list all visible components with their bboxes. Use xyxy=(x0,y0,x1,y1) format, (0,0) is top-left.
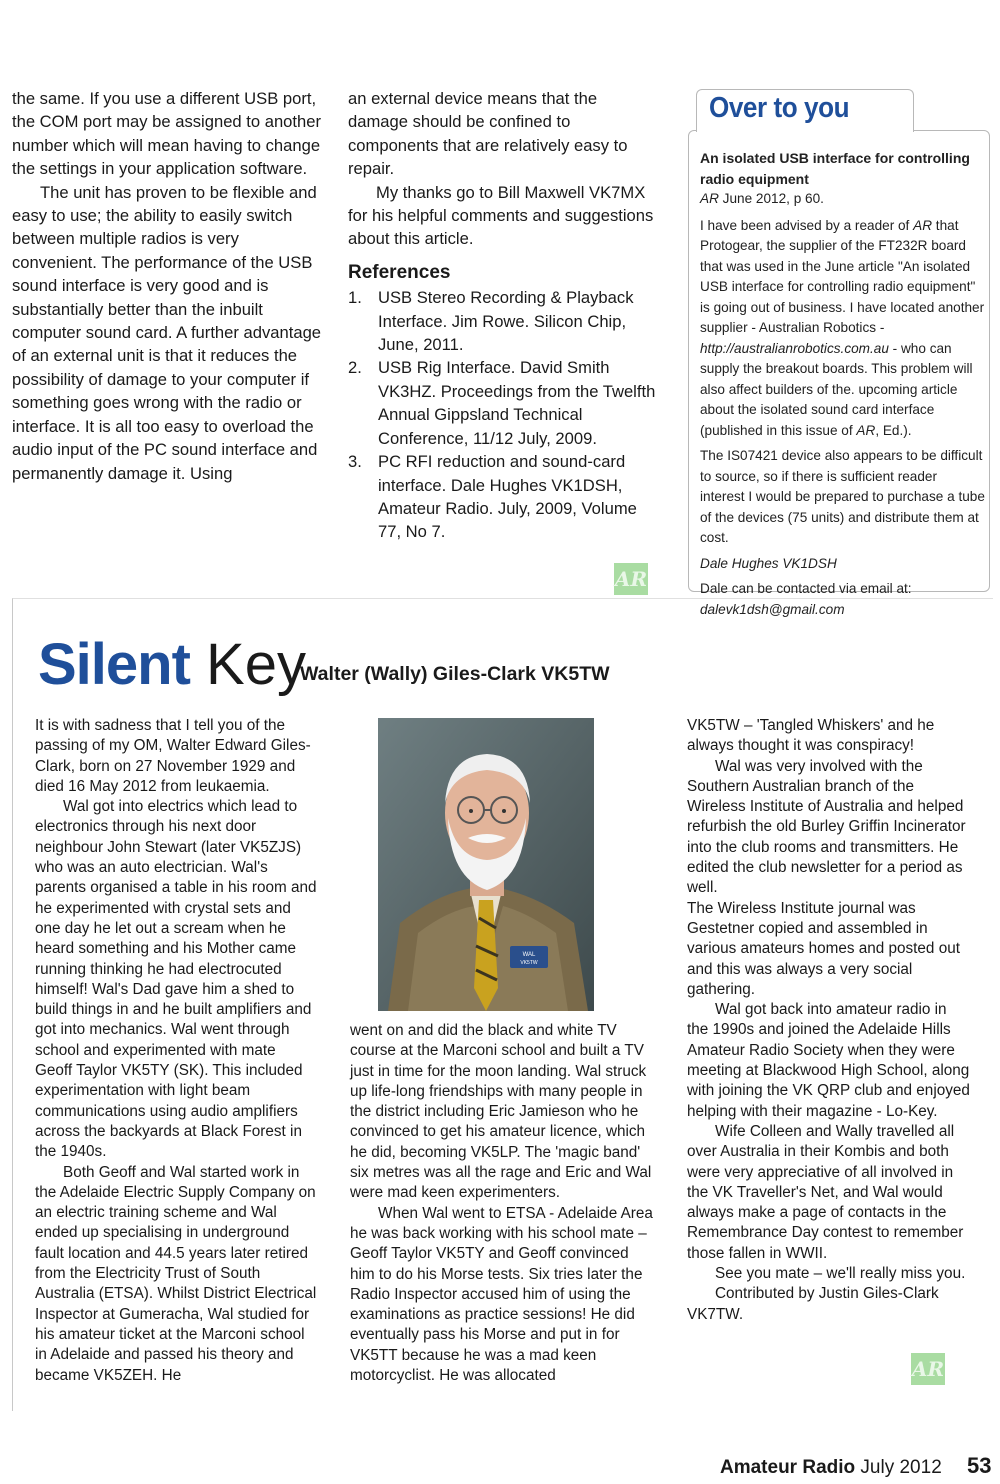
paragraph: went on and did the black and white TV course at the Marconi school and built a TV just in time for the moon landing. Wal struck up life-long friendships with many people in the district including Eric Jamieson who he convinced to get his amateur licence, which he did, becoming VK5LP. The 'magic band' six metres was all the rage and Eric and Wal were mad keen experimenters. xyxy=(350,1022,652,1202)
letter-issue-ref xyxy=(700,189,985,210)
issue-ar: AR xyxy=(700,191,719,206)
article-column-1 xyxy=(12,87,322,485)
letter-paragraph: The IS07421 device also appears to be difficult to source, so if there is sufficient reader interest I would be prepared to purchase a tube of the devices (75 units) and distribute them at cost. xyxy=(700,448,985,545)
reference-number: 2. xyxy=(348,358,362,378)
ar-end-logo: AR xyxy=(614,563,648,595)
letter-paragraph xyxy=(700,216,985,442)
reference-item xyxy=(348,450,658,544)
reference-text: USB Rig Interface. David Smith VK3HZ. Proceedings from the Twelfth Annual Gippsland Technical Conference, 11/12 July, 2009. xyxy=(378,358,656,448)
reference-item xyxy=(348,356,658,450)
paragraph: See you mate – we'll really miss you. xyxy=(715,1265,966,1283)
paragraph: My thanks go to Bill Maxwell VK7MX for his helpful comments and suggestions about this article. xyxy=(348,182,654,249)
paragraph: Wife Colleen and Wally travelled all over Australia in their Kombis and both were very appreciative of all involved in the VK Traveller's Net, and Wal would always make a page of contacts in the Remembrance Day contest to remember those fallen in WWII. xyxy=(687,1122,964,1262)
article-column-2 xyxy=(348,87,658,544)
contact-email: dalevk1dsh@gmail.com xyxy=(700,601,845,617)
over-to-you-title: Over to you xyxy=(709,92,850,124)
reference-text: USB Stereo Recording & Playback Interface. Jim Rowe. Silicon Chip, June, 2011. xyxy=(378,288,634,355)
over-to-you-content xyxy=(700,148,985,620)
letter-signature: Dale Hughes VK1DSH xyxy=(700,555,837,571)
paragraph: It is with sadness that I tell you of the passing of my OM, Walter Edward Giles-Clark, born on 27 November 1929 and died 16 May 2012 from leukaemia. xyxy=(35,717,311,795)
name-badge-line2: VK5TW xyxy=(520,960,538,966)
paragraph: The unit has proven to be flexible and easy to use; the ability to easily switch between multiple radios is very convenient. The performance of the USB sound interface is very good and is substantially better than the inbuilt computer sound card. A further advantage of an external unit is that it reduces the possibility of damage to your computer if something goes wrong with the radio or interface. It is all too easy to overload the audio input of the PC sound interface and permanently damage it. Using xyxy=(12,182,322,483)
text-run: AR xyxy=(913,217,933,233)
title-silent: Silent xyxy=(38,632,190,697)
silent-key-column-2 xyxy=(350,1021,655,1386)
text-run: I have been advised by a reader of xyxy=(700,217,914,233)
silent-key-subtitle: Walter (Wally) Giles-Clark VK5TW xyxy=(300,663,610,685)
contact-line: Dale can be contacted via email at: xyxy=(700,581,912,596)
portrait-illustration xyxy=(378,718,594,1011)
supplier-url: http://australianrobotics.com.au xyxy=(700,340,889,356)
paragraph: the same. If you use a different USB port, the COM port may be assigned to another number which will mean having to change the settings in your application software. xyxy=(12,89,321,179)
paragraph: Both Geoff and Wal started work in the Adelaide Electric Supply Company on an electric training scheme and Wal ended up specialising in underground fault location and 44.5 years later retired from the Electricity Trust of South Australia (ETSA). Whilst District Electrical Inspector at Gumeracha, Wal studied for his amateur ticket at the Marconi school in Adelaide and passed his theory and became VK5ZEH. He xyxy=(35,1163,317,1384)
silent-key-column-1 xyxy=(35,716,317,1386)
references-heading: References xyxy=(348,261,451,283)
paragraph: Contributed by Justin Giles-Clark VK7TW. xyxy=(687,1285,939,1323)
paragraph: Wal was very involved with the Southern Australian branch of the Wireless Institute of Australia and helped refurbish the old Burley Griffin Incinerator into the club rooms and transmitters. He edited the club newsletter for a period as well. xyxy=(687,757,966,897)
name-badge-line1: WAL xyxy=(522,952,536,958)
page-number: 53 xyxy=(967,1453,992,1478)
paragraph: VK5TW – 'Tangled Whiskers' and he always thought it was conspiracy! xyxy=(687,717,935,755)
footer-issue: July 2012 xyxy=(860,1457,942,1478)
reference-text: PC RFI reduction and sound-card interface. Dale Hughes VK1DSH, Amateur Radio. July, 2009, Volume 77, No 7. xyxy=(378,452,637,542)
reference-number: 1. xyxy=(348,288,362,308)
issue-rest: June 2012, p 60. xyxy=(718,191,824,206)
paragraph: Wal got back into amateur radio in the 1990s and joined the Adelaide Hills Amateur Radio Society when they were meeting at Blackwood High School, along with joining the VK QRP club and enjoyed helping with their magazine - Lo-Key. xyxy=(687,1001,970,1120)
silent-key-column-3 xyxy=(687,716,972,1325)
paragraph: When Wal went to ETSA - Adelaide Area he was back working with his school mate – Geoff Taylor VK5TY and Geoff convinced him to do his Morse tests. Six tries later the Radio Inspector accused him of using the examinations as practice sessions! He did eventually pass his Morse and put in for VK5TT because he was a mad keen motorcyclist. He was allocated xyxy=(350,1204,653,1385)
paragraph: The Wireless Institute journal was Gestetner copied and assembled in various amateurs homes and posted out and this was always a very social gathering. xyxy=(687,899,960,998)
letter-headline: An isolated USB interface for controlling radio equipment xyxy=(700,150,970,187)
over-to-you-tab xyxy=(696,89,914,132)
text-run: that Protogear, the supplier of the FT232R board that was used in the June article "An isolated USB interface for controlling radio equipment" is going out of business. I have located another supplier - Australian Robotics - xyxy=(700,217,985,335)
text-run: , Ed.). xyxy=(875,422,912,438)
text-run: AR xyxy=(856,422,876,438)
paragraph: Wal got into electrics which lead to electronics through his next door neighbour John Stewart (later VK5ZJS) who was an auto electrician. Wal's parents organised a table in his room and he experimented with crystal sets and one day he let out a scream when he heard something and his Mother came running thinking he had electrocuted himself! Wal's Dad gave him a shed to build things in and he built amplifiers and got into mechanics. Wal went through school and experimented with mate Geoff Taylor VK5TY (SK). This included experimentation with light beam communications using audio amplifiers across the backyards at Black Forest in the 1940s. xyxy=(35,798,317,1161)
ar-end-logo: AR xyxy=(911,1353,945,1385)
paragraph: an external device means that the damage should be confined to components that are relatively easy to repair. xyxy=(348,89,628,179)
references-list xyxy=(348,286,658,543)
portrait-photo xyxy=(378,718,594,1011)
page-footer xyxy=(720,1453,992,1479)
reference-item xyxy=(348,286,658,356)
title-key: Key xyxy=(206,632,306,697)
footer-magazine: Amateur Radio xyxy=(720,1457,856,1478)
text-run: - who can supply the breakout boards. This problem will also affect builders of the. upcoming article about the isolated sound card interface (published in this issue of xyxy=(700,340,973,438)
reference-number: 3. xyxy=(348,452,362,472)
silent-key-title xyxy=(38,632,306,698)
